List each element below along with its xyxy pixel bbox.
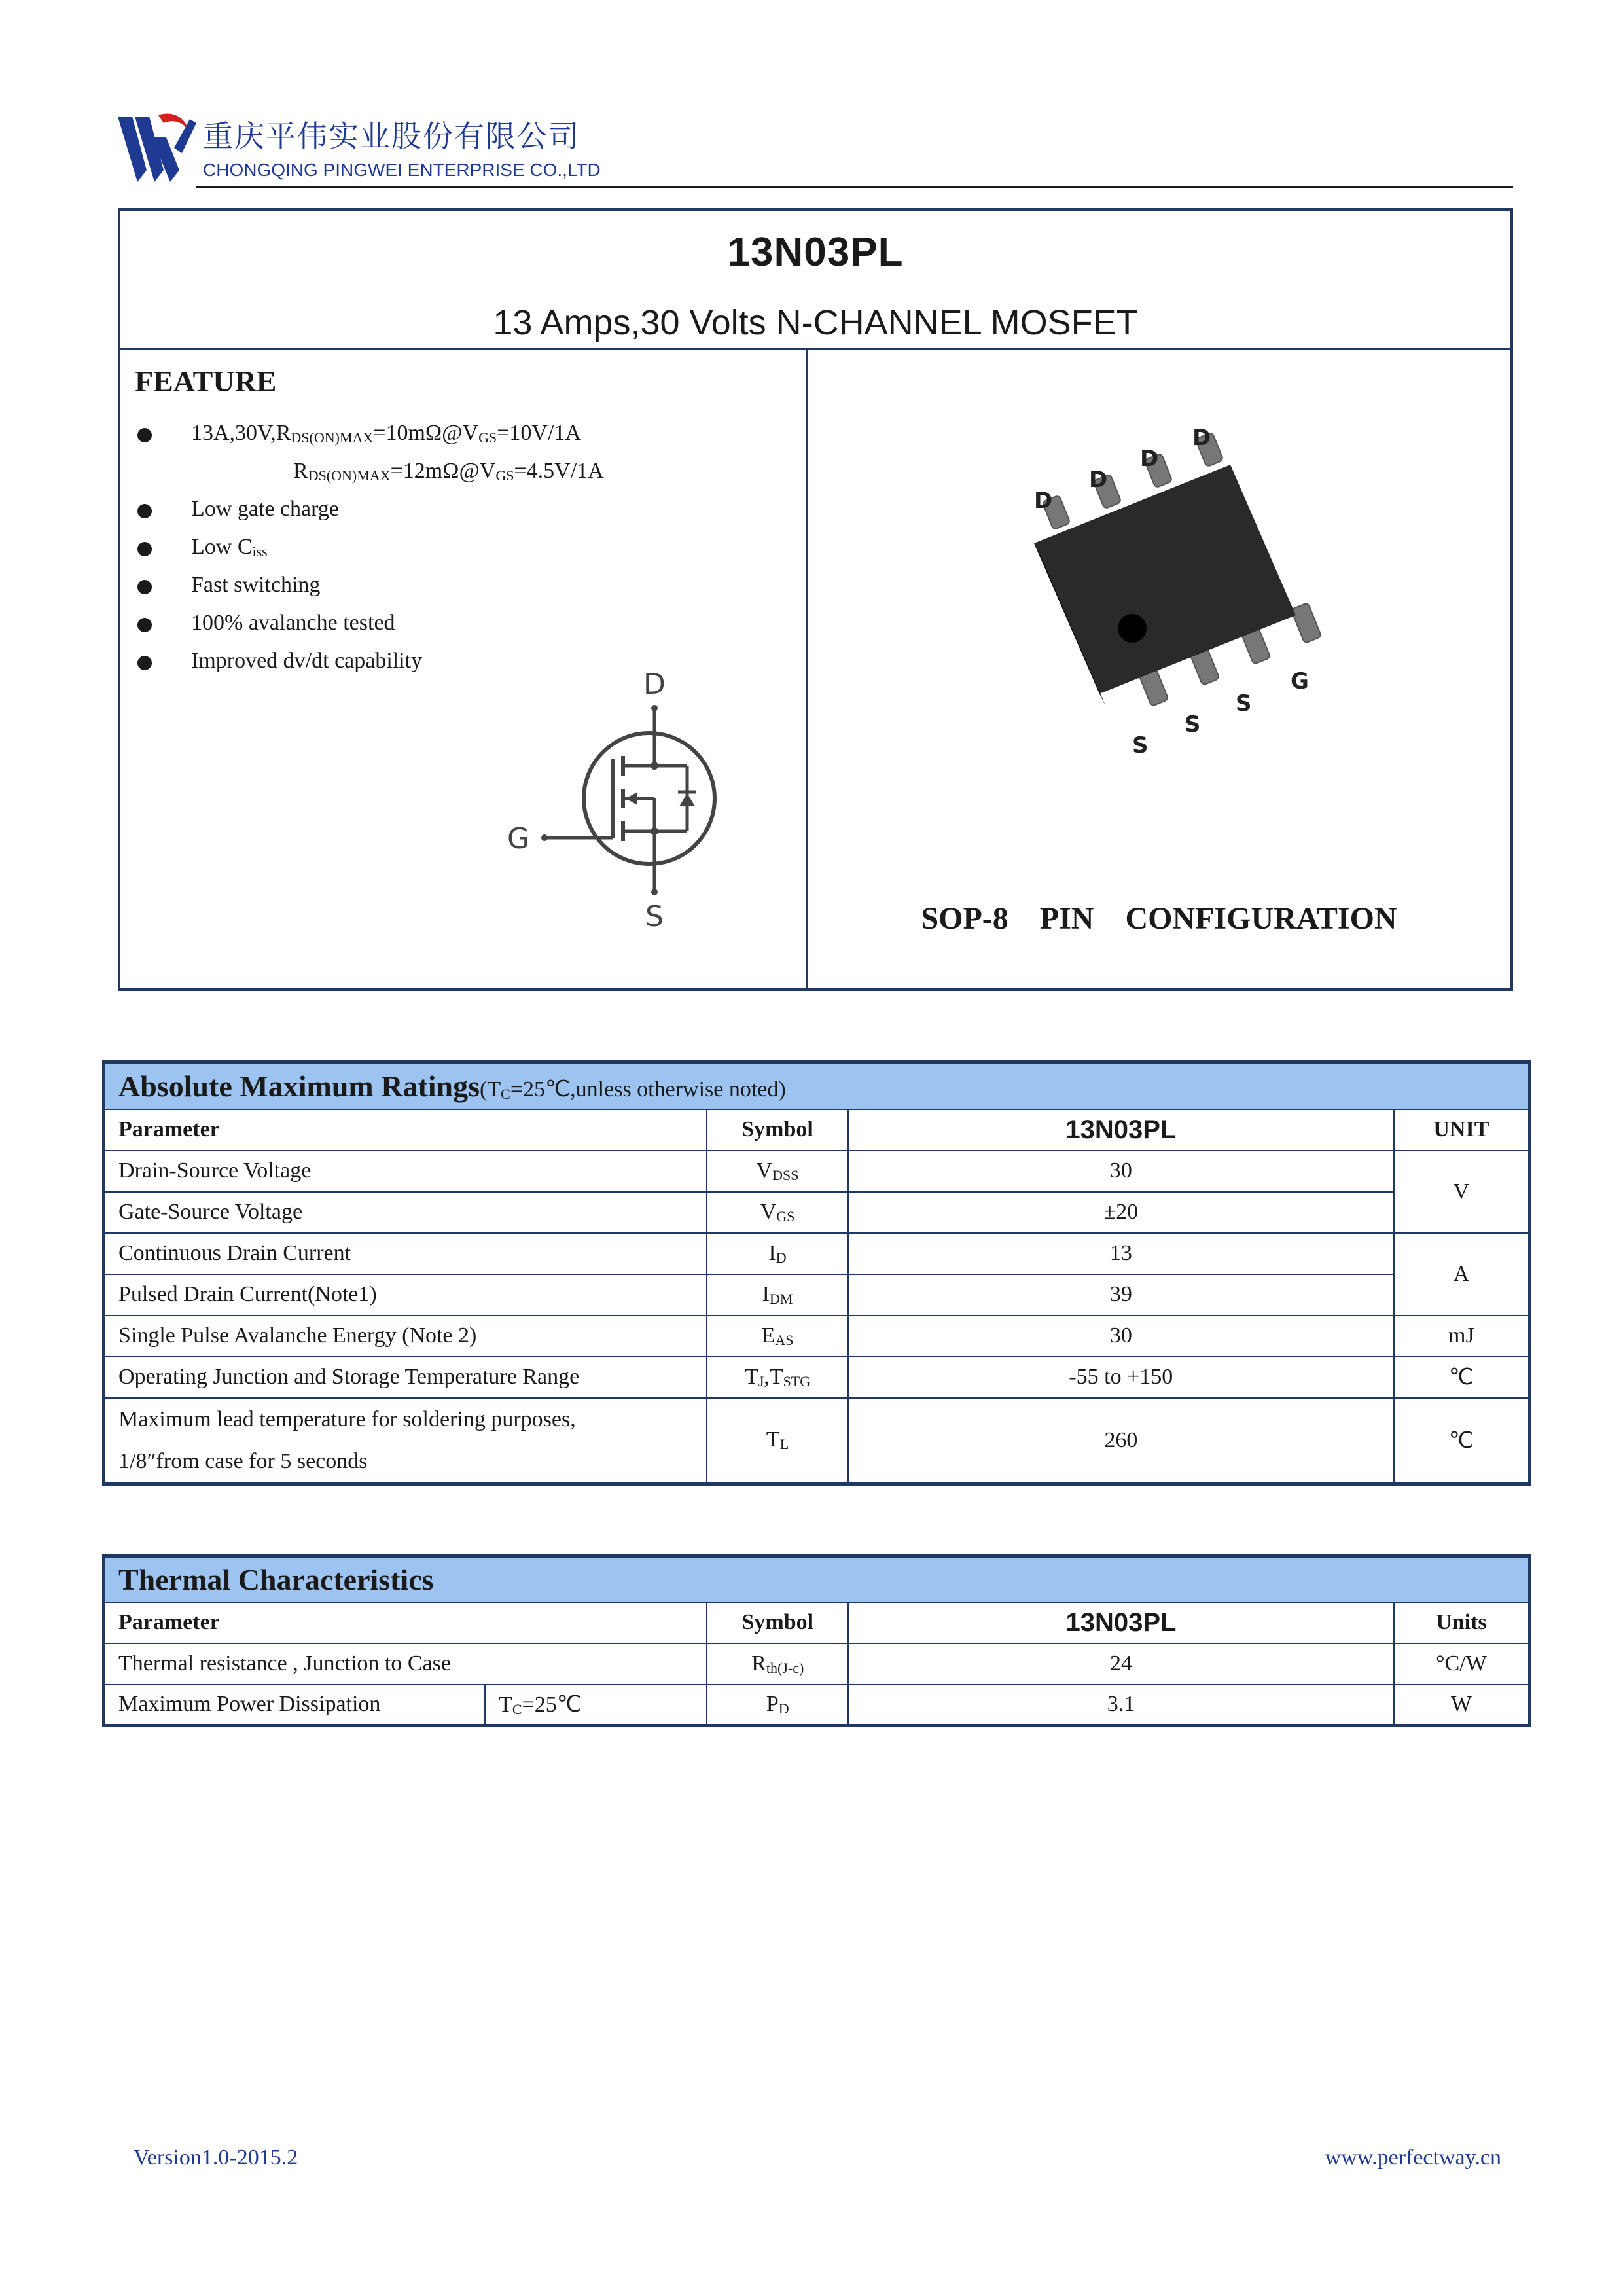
pin-label: S [1185, 711, 1201, 738]
parameter-cell: Continuous Drain Current [104, 1233, 707, 1274]
value-cell: 3.1 [848, 1685, 1394, 1726]
parameter-cell: Maximum lead temperature for soldering purposes, 1/8″from case for 5 seconds [104, 1398, 707, 1484]
sop8-package-image [1008, 419, 1335, 759]
value-cell: 260 [848, 1398, 1394, 1484]
feature-subscript: DS(ON)MAX [308, 467, 391, 484]
table-title-row [104, 1062, 1530, 1109]
feature-subscript: GS [478, 429, 497, 446]
source-label: S [645, 900, 664, 929]
unit-cell: V [1394, 1151, 1530, 1233]
col-unit: Units [1394, 1602, 1530, 1643]
pin-label: D [1192, 425, 1211, 451]
feature-text: =12mΩ@V [390, 459, 496, 483]
feature-text: Low C [191, 535, 253, 559]
unit-cell: ℃ [1394, 1357, 1530, 1398]
feature-subscript: iss [252, 543, 268, 560]
table-row [104, 1357, 1530, 1398]
mosfet-symbol-icon [504, 668, 740, 929]
bullet-icon [137, 580, 152, 594]
col-symbol: Symbol [707, 1109, 848, 1151]
table-row [104, 1398, 1530, 1484]
value-cell: 24 [848, 1643, 1394, 1685]
bullet-icon [137, 542, 152, 556]
footer-website-link[interactable]: www.perfectway.cn [1325, 2145, 1501, 2170]
feature-item [191, 421, 581, 446]
pin-configuration-caption: SOP-8 PIN CONFIGURATION [921, 901, 1397, 936]
symbol-cell: $T_L$ [707, 1398, 848, 1484]
symbol-cell: $T_J,T_{STG}$ [707, 1357, 848, 1398]
box-divider-vertical [806, 350, 808, 988]
box-divider-horizontal [120, 348, 1510, 350]
feature-item: Fast switching [191, 573, 321, 597]
pin-label: D [1140, 446, 1159, 472]
feature-item: Low gate charge [191, 497, 339, 521]
value-cell: -55 to +150 [848, 1357, 1394, 1398]
pin-label: G [1291, 668, 1309, 694]
feature-text: R [293, 459, 308, 483]
table-header-row [104, 1109, 1530, 1151]
company-name-english: CHONGQING PINGWEI ENTERPRISE CO.,LTD [203, 160, 601, 180]
table-row [104, 1274, 1530, 1316]
parameter-cell: Drain-Source Voltage [104, 1151, 707, 1192]
footer-version: Version1.0-2015.2 [134, 2145, 298, 2170]
unit-cell: °C/W [1394, 1643, 1530, 1685]
feature-subscript: DS(ON)MAX [291, 429, 374, 446]
ratings-note: ($T_C=25℃,unless$ otherwise noted) [480, 1077, 786, 1102]
table-title-row [104, 1556, 1530, 1602]
symbol-cell: $I_D$ [707, 1233, 848, 1274]
symbol-cell: $R_{th(J-c)}$ [707, 1643, 848, 1685]
device-subtitle: 13 Amps,30 Volts N-CHANNEL MOSFET [493, 303, 1138, 342]
table-row [104, 1151, 1530, 1192]
value-cell: 39 [848, 1274, 1394, 1316]
bullet-icon [137, 656, 152, 670]
col-parameter: Parameter [104, 1109, 707, 1151]
header-rule [196, 186, 1513, 188]
feature-item [293, 459, 604, 484]
pin-label: D [1034, 488, 1053, 514]
ratings-title: Absolute Maximum Ratings [118, 1069, 480, 1103]
col-unit: UNIT [1394, 1109, 1530, 1151]
table-row [104, 1233, 1530, 1274]
symbol-cell: $I_{DM}$ [707, 1274, 848, 1316]
absolute-maximum-ratings-table [102, 1060, 1531, 1486]
parameter-cell: Thermal resistance , Junction to Case [104, 1643, 707, 1685]
pin-label: S [1132, 732, 1149, 759]
feature-heading: FEATURE [135, 365, 277, 398]
drain-label: D [643, 668, 666, 701]
table-header-row [104, 1602, 1530, 1643]
value-cell: 13 [848, 1233, 1394, 1274]
parameter-cell: Pulsed Drain Current(Note1) [104, 1274, 707, 1316]
bullet-icon [137, 428, 152, 442]
value-cell: ±20 [848, 1192, 1394, 1233]
feature-text: =10V/1A [497, 421, 581, 445]
feature-text: =4.5V/1A [514, 459, 604, 483]
parameter-cell: Single Pulse Avalanche Energy (Note 2) [104, 1316, 707, 1357]
thermal-title: Thermal Characteristics [118, 1562, 434, 1596]
value-cell: 30 [848, 1151, 1394, 1192]
table-row [104, 1643, 1530, 1685]
company-logo [118, 111, 196, 183]
symbol-cell: $E_{AS}$ [707, 1316, 848, 1357]
symbol-cell: $V_{GS}$ [707, 1192, 848, 1233]
feature-item: Improved dv/dt capability [191, 649, 423, 673]
table-row [104, 1685, 1530, 1726]
bullet-icon [137, 618, 152, 632]
table-row [104, 1192, 1530, 1233]
symbol-cell: $P_D$ [707, 1685, 848, 1726]
col-part: 13N03PL [848, 1602, 1394, 1643]
parameter-cell: Operating Junction and Storage Temperature Range [104, 1357, 707, 1398]
thermal-characteristics-table [102, 1554, 1531, 1727]
feature-text: 13A,30V,R [191, 421, 291, 445]
unit-cell: W [1394, 1685, 1530, 1726]
parameter-cell: Maximum Power Dissipation [104, 1685, 486, 1726]
unit-cell: ℃ [1394, 1398, 1530, 1484]
pin-label: D [1089, 467, 1108, 493]
company-name-chinese: 重庆平伟实业股份有限公司 [203, 118, 580, 154]
pin-label: S [1236, 691, 1252, 717]
gate-label: G [507, 822, 530, 855]
feature-text: =10mΩ@V [373, 421, 479, 445]
unit-cell: mJ [1394, 1316, 1530, 1357]
feature-item [191, 535, 268, 560]
symbol-cell: $V_{DSS}$ [707, 1151, 848, 1192]
feature-item: 100% avalanche tested [191, 611, 395, 635]
value-cell: 30 [848, 1316, 1394, 1357]
col-parameter: Parameter [104, 1602, 707, 1643]
table-row [104, 1316, 1530, 1357]
parameter-cell: Gate-Source Voltage [104, 1192, 707, 1233]
unit-cell: A [1394, 1233, 1530, 1316]
bullet-icon [137, 504, 152, 518]
col-symbol: Symbol [707, 1602, 848, 1643]
feature-subscript: GS [495, 467, 514, 484]
part-number-title: 13N03PL [727, 230, 904, 275]
condition-cell: $T_C=25℃$ [485, 1685, 707, 1726]
col-part: 13N03PL [848, 1109, 1394, 1151]
